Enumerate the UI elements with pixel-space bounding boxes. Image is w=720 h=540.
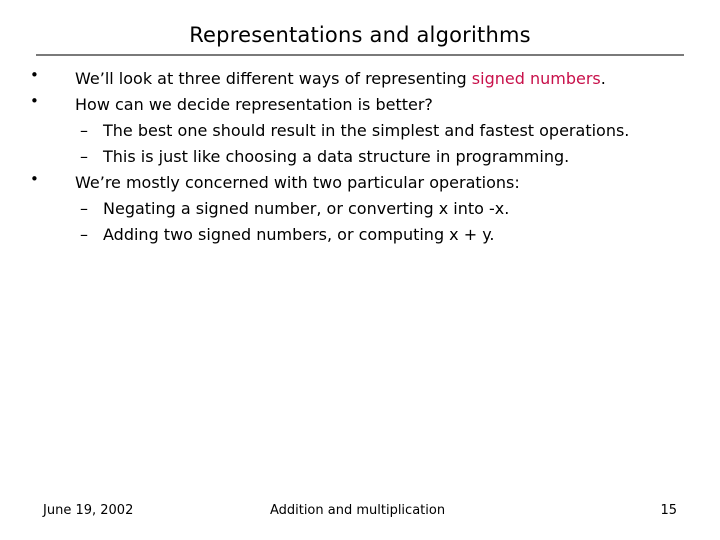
page-number: 15 [660,503,677,518]
bullet-item [0,92,720,118]
dash-marker: – [80,147,88,166]
slide-body [0,66,720,248]
dash-marker: – [80,225,88,244]
bullet-text-suffix: . [600,69,606,88]
slide-title: Representations and algorithms [189,23,531,47]
bullet-text: We’re mostly concerned with two particular operations: [75,173,520,192]
sub-bullet-item [0,196,720,222]
dash-marker: – [80,121,88,140]
bullet-item [0,170,720,196]
sub-bullet-text: Adding two signed numbers, or computing x + y. [103,225,495,244]
footer-date: June 19, 2002 [43,503,134,518]
sub-bullet-item [0,222,720,248]
sub-bullet-text: The best one should result in the simplest and fastest operations. [103,121,630,140]
bullet-item [0,66,720,92]
sub-bullet-item [0,144,720,170]
bullet-marker: • [30,66,39,84]
dash-marker: – [80,199,88,218]
highlighted-term: signed numbers [471,69,601,88]
sub-bullet-text: This is just like choosing a data structure in programming. [103,147,570,166]
sub-bullet-item [0,118,720,144]
bullet-marker: • [30,92,39,110]
bullet-text: How can we decide representation is better? [75,95,433,114]
sub-bullet-text: Negating a signed number, or converting x into -x. [103,199,510,218]
bullet-text-prefix: We’ll look at three different ways of representing [75,69,472,88]
title-divider [36,54,684,56]
bullet-marker: • [30,170,39,188]
footer-course-title: Addition and multiplication [269,503,446,518]
bullet-text [75,66,606,92]
